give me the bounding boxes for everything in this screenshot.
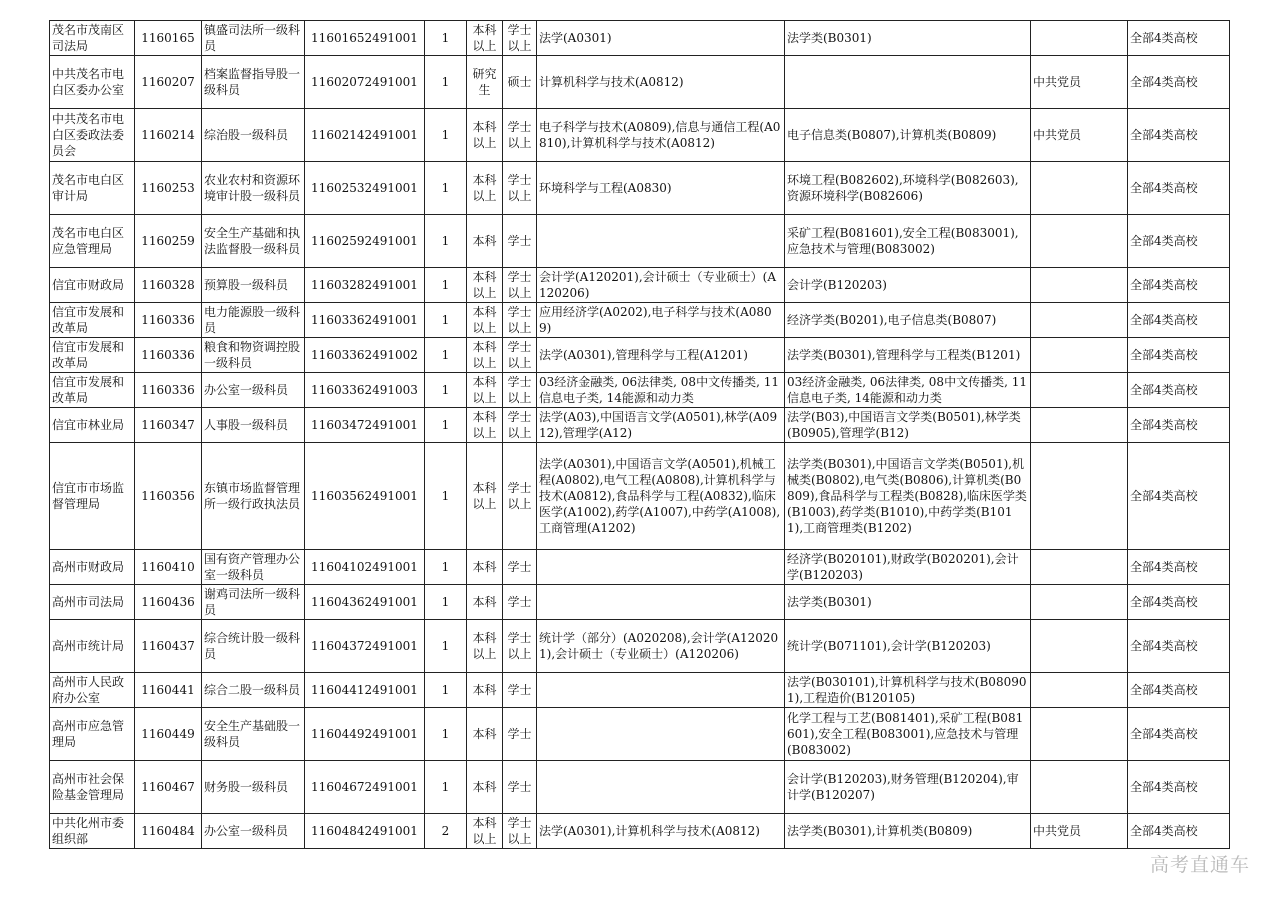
other-requirements-cell — [1031, 708, 1128, 761]
table-row — [50, 673, 1230, 708]
unit-code-cell: 1160328 — [135, 268, 202, 303]
graduate-major-cell: 环境科学与工程(A0830) — [537, 162, 785, 215]
degree-cell: 学士以上 — [503, 373, 537, 408]
undergraduate-major-cell: 化学工程与工艺(B081401),采矿工程(B081601),安全工程(B083001),应急技术与管理(B083002) — [785, 708, 1031, 761]
school-type-cell: 全部4类高校 — [1128, 408, 1230, 443]
post-cell: 东镇市场监督管理所一级行政执法员 — [202, 443, 305, 550]
degree-cell: 学士 — [503, 585, 537, 620]
post-cell: 电力能源股一级科员 — [202, 303, 305, 338]
graduate-major-cell — [537, 585, 785, 620]
other-requirements-cell — [1031, 373, 1128, 408]
unit-code-cell: 1160165 — [135, 21, 202, 56]
graduate-major-cell: 法学(A0301),管理科学与工程(A1201) — [537, 338, 785, 373]
post-code-cell: 11603562491001 — [305, 443, 425, 550]
post-code-cell: 11603362491003 — [305, 373, 425, 408]
post-cell: 预算股一级科员 — [202, 268, 305, 303]
post-code-cell: 11604842491001 — [305, 814, 425, 849]
other-requirements-cell — [1031, 21, 1128, 56]
degree-cell: 学士以上 — [503, 620, 537, 673]
unit-cell: 茂名市电白区审计局 — [50, 162, 135, 215]
unit-code-cell: 1160441 — [135, 673, 202, 708]
post-cell: 谢鸡司法所一级科员 — [202, 585, 305, 620]
unit-cell: 信宜市财政局 — [50, 268, 135, 303]
graduate-major-cell: 统计学（部分）(A020208),会计学(A120201),会计硕士（专业硕士）(A120206) — [537, 620, 785, 673]
headcount-cell: 1 — [425, 761, 467, 814]
school-type-cell: 全部4类高校 — [1128, 162, 1230, 215]
other-requirements-cell — [1031, 443, 1128, 550]
unit-code-cell: 1160484 — [135, 814, 202, 849]
table-row — [50, 373, 1230, 408]
unit-code-cell: 1160347 — [135, 408, 202, 443]
undergraduate-major-cell: 法学类(B0301),管理科学与工程类(B1201) — [785, 338, 1031, 373]
headcount-cell: 1 — [425, 268, 467, 303]
education-cell: 本科以上 — [467, 443, 503, 550]
table-row — [50, 303, 1230, 338]
other-requirements-cell — [1031, 338, 1128, 373]
degree-cell: 学士 — [503, 708, 537, 761]
post-cell: 农业农村和资源环境审计股一级科员 — [202, 162, 305, 215]
school-type-cell: 全部4类高校 — [1128, 303, 1230, 338]
post-code-cell: 11602592491001 — [305, 215, 425, 268]
post-cell: 粮食和物资调控股一级科员 — [202, 338, 305, 373]
headcount-cell: 1 — [425, 620, 467, 673]
post-code-cell: 11603362491002 — [305, 338, 425, 373]
degree-cell: 学士以上 — [503, 408, 537, 443]
graduate-major-cell — [537, 708, 785, 761]
undergraduate-major-cell: 法学(B030101),计算机科学与技术(B080901),工程造价(B120105) — [785, 673, 1031, 708]
graduate-major-cell: 计算机科学与技术(A0812) — [537, 56, 785, 109]
headcount-cell: 1 — [425, 21, 467, 56]
other-requirements-cell — [1031, 585, 1128, 620]
table-row — [50, 215, 1230, 268]
graduate-major-cell: 电子科学与技术(A0809),信息与通信工程(A0810),计算机科学与技术(A0812) — [537, 109, 785, 162]
unit-cell: 茂名市茂南区司法局 — [50, 21, 135, 56]
school-type-cell: 全部4类高校 — [1128, 373, 1230, 408]
job-table-body — [50, 21, 1230, 849]
unit-cell: 信宜市林业局 — [50, 408, 135, 443]
headcount-cell: 1 — [425, 673, 467, 708]
post-code-cell: 11604412491001 — [305, 673, 425, 708]
unit-cell: 高州市应急管理局 — [50, 708, 135, 761]
headcount-cell: 1 — [425, 215, 467, 268]
unit-code-cell: 1160449 — [135, 708, 202, 761]
unit-code-cell: 1160207 — [135, 56, 202, 109]
unit-code-cell: 1160436 — [135, 585, 202, 620]
other-requirements-cell: 中共党员 — [1031, 56, 1128, 109]
post-code-cell: 11604372491001 — [305, 620, 425, 673]
graduate-major-cell: 03经济金融类, 06法律类, 08中文传播类, 11信息电子类, 14能源和动力类 — [537, 373, 785, 408]
unit-code-cell: 1160356 — [135, 443, 202, 550]
school-type-cell: 全部4类高校 — [1128, 215, 1230, 268]
education-cell: 本科以上 — [467, 814, 503, 849]
unit-code-cell: 1160467 — [135, 761, 202, 814]
graduate-major-cell: 法学(A0301),中国语言文学(A0501),机械工程(A0802),电气工程(A0808),计算机科学与技术(A0812),食品科学与工程(A0832),临床医学(A1002),药学(A1007),中药学(A1008),工商管理(A1202) — [537, 443, 785, 550]
table-row — [50, 338, 1230, 373]
other-requirements-cell — [1031, 162, 1128, 215]
degree-cell: 学士以上 — [503, 338, 537, 373]
degree-cell: 学士 — [503, 761, 537, 814]
school-type-cell: 全部4类高校 — [1128, 673, 1230, 708]
unit-cell: 高州市统计局 — [50, 620, 135, 673]
education-cell: 本科 — [467, 673, 503, 708]
undergraduate-major-cell: 法学类(B0301),计算机类(B0809) — [785, 814, 1031, 849]
unit-code-cell: 1160336 — [135, 338, 202, 373]
post-cell: 办公室一级科员 — [202, 814, 305, 849]
education-cell: 本科以上 — [467, 109, 503, 162]
post-code-cell: 11604362491001 — [305, 585, 425, 620]
unit-cell: 中共茂名市电白区委办公室 — [50, 56, 135, 109]
education-cell: 本科以上 — [467, 373, 503, 408]
unit-cell: 高州市财政局 — [50, 550, 135, 585]
degree-cell: 学士以上 — [503, 443, 537, 550]
degree-cell: 学士 — [503, 215, 537, 268]
school-type-cell: 全部4类高校 — [1128, 708, 1230, 761]
unit-code-cell: 1160336 — [135, 373, 202, 408]
table-row — [50, 708, 1230, 761]
unit-cell: 高州市司法局 — [50, 585, 135, 620]
undergraduate-major-cell: 法学类(B0301) — [785, 21, 1031, 56]
post-cell: 国有资产管理办公室一级科员 — [202, 550, 305, 585]
education-cell: 本科以上 — [467, 338, 503, 373]
headcount-cell: 1 — [425, 443, 467, 550]
school-type-cell: 全部4类高校 — [1128, 761, 1230, 814]
post-code-cell: 11602072491001 — [305, 56, 425, 109]
undergraduate-major-cell: 采矿工程(B081601),安全工程(B083001),应急技术与管理(B083002) — [785, 215, 1031, 268]
post-code-cell: 11602142491001 — [305, 109, 425, 162]
other-requirements-cell — [1031, 215, 1128, 268]
education-cell: 本科以上 — [467, 408, 503, 443]
table-row — [50, 620, 1230, 673]
headcount-cell: 1 — [425, 585, 467, 620]
unit-cell: 中共化州市委组织部 — [50, 814, 135, 849]
graduate-major-cell — [537, 673, 785, 708]
degree-cell: 学士以上 — [503, 21, 537, 56]
education-cell: 本科以上 — [467, 620, 503, 673]
unit-cell: 信宜市发展和改革局 — [50, 373, 135, 408]
school-type-cell: 全部4类高校 — [1128, 585, 1230, 620]
table-row — [50, 443, 1230, 550]
headcount-cell: 2 — [425, 814, 467, 849]
other-requirements-cell — [1031, 761, 1128, 814]
post-cell: 综治股一级科员 — [202, 109, 305, 162]
other-requirements-cell — [1031, 408, 1128, 443]
unit-code-cell: 1160214 — [135, 109, 202, 162]
unit-cell: 信宜市发展和改革局 — [50, 303, 135, 338]
table-row — [50, 814, 1230, 849]
unit-cell: 信宜市发展和改革局 — [50, 338, 135, 373]
post-code-cell: 11604672491001 — [305, 761, 425, 814]
school-type-cell: 全部4类高校 — [1128, 268, 1230, 303]
school-type-cell: 全部4类高校 — [1128, 620, 1230, 673]
degree-cell: 学士 — [503, 673, 537, 708]
unit-cell: 高州市社会保险基金管理局 — [50, 761, 135, 814]
other-requirements-cell: 中共党员 — [1031, 109, 1128, 162]
education-cell: 本科 — [467, 550, 503, 585]
school-type-cell: 全部4类高校 — [1128, 56, 1230, 109]
table-row — [50, 56, 1230, 109]
graduate-major-cell: 应用经济学(A0202),电子科学与技术(A0809) — [537, 303, 785, 338]
education-cell: 本科 — [467, 215, 503, 268]
table-row — [50, 109, 1230, 162]
graduate-major-cell: 法学(A03),中国语言文学(A0501),林学(A0912),管理学(A12) — [537, 408, 785, 443]
education-cell: 本科以上 — [467, 303, 503, 338]
undergraduate-major-cell: 法学类(B0301) — [785, 585, 1031, 620]
unit-code-cell: 1160410 — [135, 550, 202, 585]
post-code-cell: 11603362491001 — [305, 303, 425, 338]
headcount-cell: 1 — [425, 56, 467, 109]
other-requirements-cell — [1031, 550, 1128, 585]
school-type-cell: 全部4类高校 — [1128, 109, 1230, 162]
degree-cell: 硕士 — [503, 56, 537, 109]
other-requirements-cell — [1031, 620, 1128, 673]
school-type-cell: 全部4类高校 — [1128, 814, 1230, 849]
school-type-cell: 全部4类高校 — [1128, 21, 1230, 56]
education-cell: 本科 — [467, 761, 503, 814]
school-type-cell: 全部4类高校 — [1128, 550, 1230, 585]
post-cell: 档案监督指导股一级科员 — [202, 56, 305, 109]
undergraduate-major-cell: 经济学(B020101),财政学(B020201),会计学(B120203) — [785, 550, 1031, 585]
post-cell: 安全生产基础股一级科员 — [202, 708, 305, 761]
unit-code-cell: 1160253 — [135, 162, 202, 215]
school-type-cell: 全部4类高校 — [1128, 338, 1230, 373]
education-cell: 研究生 — [467, 56, 503, 109]
post-code-cell: 11604102491001 — [305, 550, 425, 585]
post-cell: 办公室一级科员 — [202, 373, 305, 408]
post-code-cell: 11604492491001 — [305, 708, 425, 761]
education-cell: 本科以上 — [467, 21, 503, 56]
other-requirements-cell — [1031, 268, 1128, 303]
school-type-cell: 全部4类高校 — [1128, 443, 1230, 550]
headcount-cell: 1 — [425, 109, 467, 162]
headcount-cell: 1 — [425, 708, 467, 761]
post-code-cell: 11602532491001 — [305, 162, 425, 215]
post-cell: 财务股一级科员 — [202, 761, 305, 814]
table-row — [50, 585, 1230, 620]
unit-code-cell: 1160336 — [135, 303, 202, 338]
table-row — [50, 268, 1230, 303]
headcount-cell: 1 — [425, 338, 467, 373]
degree-cell: 学士以上 — [503, 162, 537, 215]
table-row — [50, 550, 1230, 585]
graduate-major-cell: 会计学(A120201),会计硕士（专业硕士）(A120206) — [537, 268, 785, 303]
headcount-cell: 1 — [425, 550, 467, 585]
undergraduate-major-cell: 电子信息类(B0807),计算机类(B0809) — [785, 109, 1031, 162]
degree-cell: 学士以上 — [503, 268, 537, 303]
other-requirements-cell: 中共党员 — [1031, 814, 1128, 849]
graduate-major-cell — [537, 550, 785, 585]
undergraduate-major-cell: 会计学(B120203),财务管理(B120204),审计学(B120207) — [785, 761, 1031, 814]
unit-cell: 中共茂名市电白区委政法委员会 — [50, 109, 135, 162]
education-cell: 本科 — [467, 708, 503, 761]
undergraduate-major-cell: 03经济金融类, 06法律类, 08中文传播类, 11信息电子类, 14能源和动力类 — [785, 373, 1031, 408]
unit-cell: 信宜市市场监督管理局 — [50, 443, 135, 550]
unit-cell: 茂名市电白区应急管理局 — [50, 215, 135, 268]
post-code-cell: 11603472491001 — [305, 408, 425, 443]
undergraduate-major-cell: 会计学(B120203) — [785, 268, 1031, 303]
post-code-cell: 11601652491001 — [305, 21, 425, 56]
other-requirements-cell — [1031, 673, 1128, 708]
table-row — [50, 761, 1230, 814]
graduate-major-cell — [537, 215, 785, 268]
unit-cell: 高州市人民政府办公室 — [50, 673, 135, 708]
undergraduate-major-cell — [785, 56, 1031, 109]
headcount-cell: 1 — [425, 303, 467, 338]
education-cell: 本科以上 — [467, 162, 503, 215]
post-cell: 人事股一级科员 — [202, 408, 305, 443]
degree-cell: 学士以上 — [503, 814, 537, 849]
graduate-major-cell: 法学(A0301) — [537, 21, 785, 56]
other-requirements-cell — [1031, 303, 1128, 338]
post-cell: 镇盛司法所一级科员 — [202, 21, 305, 56]
degree-cell: 学士以上 — [503, 303, 537, 338]
table-row — [50, 162, 1230, 215]
unit-code-cell: 1160259 — [135, 215, 202, 268]
graduate-major-cell — [537, 761, 785, 814]
undergraduate-major-cell: 经济学类(B0201),电子信息类(B0807) — [785, 303, 1031, 338]
degree-cell: 学士以上 — [503, 109, 537, 162]
graduate-major-cell: 法学(A0301),计算机科学与技术(A0812) — [537, 814, 785, 849]
job-table — [49, 20, 1230, 849]
post-cell: 安全生产基础和执法监督股一级科员 — [202, 215, 305, 268]
undergraduate-major-cell: 环境工程(B082602),环境科学(B082603),资源环境科学(B082606) — [785, 162, 1031, 215]
post-cell: 综合统计股一级科员 — [202, 620, 305, 673]
undergraduate-major-cell: 法学类(B0301),中国语言文学类(B0501),机械类(B0802),电气类(B0806),计算机类(B0809),食品科学与工程类(B0828),临床医学类(B1003),药学类(B1010),中药学类(B1011),工商管理类(B1202) — [785, 443, 1031, 550]
headcount-cell: 1 — [425, 408, 467, 443]
table-row — [50, 21, 1230, 56]
degree-cell: 学士 — [503, 550, 537, 585]
post-code-cell: 11603282491001 — [305, 268, 425, 303]
headcount-cell: 1 — [425, 373, 467, 408]
headcount-cell: 1 — [425, 162, 467, 215]
undergraduate-major-cell: 统计学(B071101),会计学(B120203) — [785, 620, 1031, 673]
post-cell: 综合二股一级科员 — [202, 673, 305, 708]
unit-code-cell: 1160437 — [135, 620, 202, 673]
table-row — [50, 408, 1230, 443]
education-cell: 本科以上 — [467, 268, 503, 303]
education-cell: 本科 — [467, 585, 503, 620]
watermark: 高考直通车 — [1149, 854, 1250, 876]
undergraduate-major-cell: 法学(B03),中国语言文学类(B0501),林学类(B0905),管理学(B12) — [785, 408, 1031, 443]
